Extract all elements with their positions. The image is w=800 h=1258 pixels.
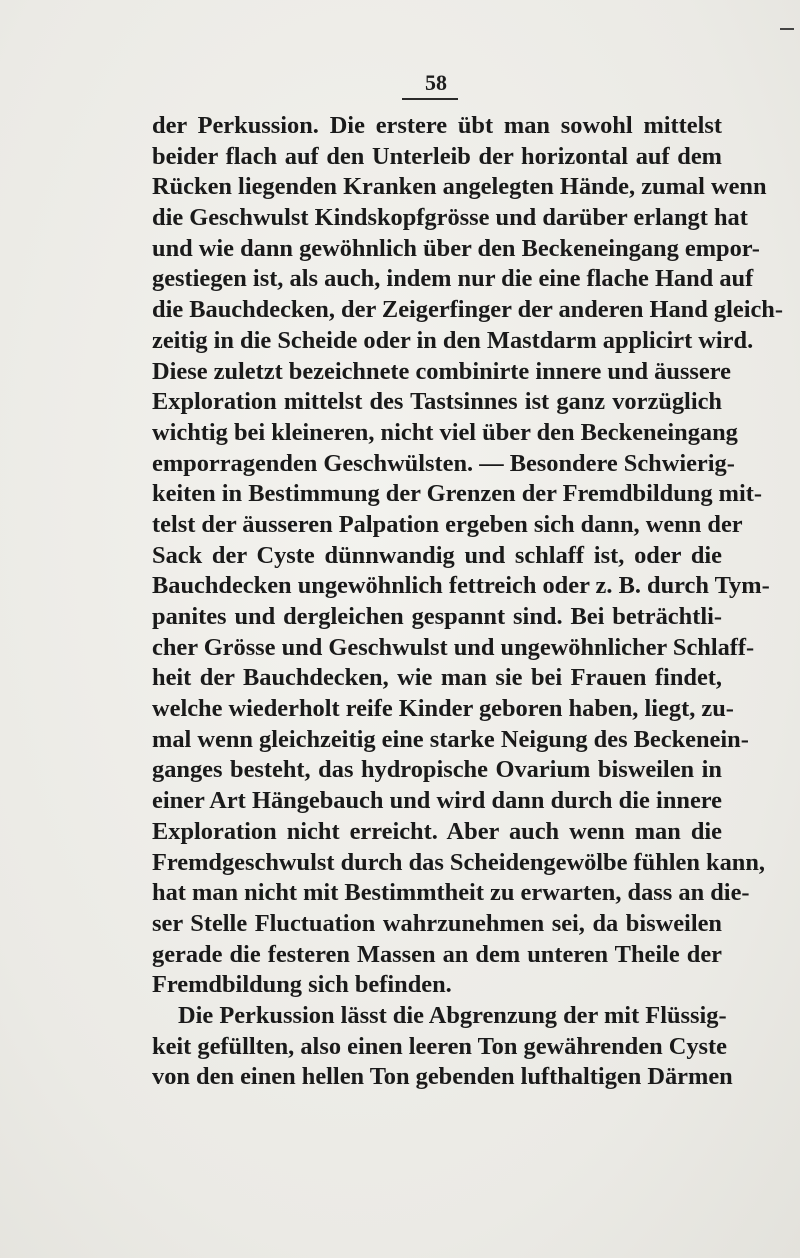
text-line-paragraph-end: Fremdbildung sich befinden. xyxy=(152,971,452,999)
text-line: Diese zuletzt bezeichnete combinirte innere und äussere xyxy=(152,357,731,385)
text-line: und wie dann gewöhnlich über den Beckeneingang empor- xyxy=(152,234,760,262)
text-line: wichtig bei kleineren, nicht viel über den Beckeneingang xyxy=(152,418,738,446)
text-line: keiten in Bestimmung der Grenzen der Fremdbildung mit- xyxy=(152,480,763,508)
text-line: telst der äusseren Palpation ergeben sich dann, wenn der xyxy=(152,510,743,538)
text-line: Exploration mittelst des Tastsinnes ist ganz vorzüglich xyxy=(152,388,722,416)
text-line: emporragenden Geschwülsten. — Besondere Schwierig- xyxy=(152,449,735,477)
text-line-paragraph-start: Die Perkussion lässt die Abgrenzung der mit Flüssig- xyxy=(178,1001,727,1029)
text-line: die Geschwulst Kindskopfgrösse und darüber erlangt hat xyxy=(152,204,748,232)
text-line: Exploration nicht erreicht. Aber auch wenn man die xyxy=(152,817,722,845)
text-line: heit der Bauchdecken, wie man sie bei Frauen findet, xyxy=(152,664,722,692)
text-line: Sack der Cyste dünnwandig und schlaff ist, oder die xyxy=(152,541,722,569)
text-line: der Perkussion. Die erstere übt man sowohl mittelst xyxy=(152,112,722,139)
body-text xyxy=(152,111,783,1093)
text-line: keit gefüllten, also einen leeren Ton gewährenden Cyste xyxy=(152,1032,727,1060)
text-line: welche wiederholt reife Kinder geboren haben, liegt, zu- xyxy=(152,695,734,723)
text-line: gestiegen ist, als auch, indem nur die eine flache Hand auf xyxy=(152,265,754,293)
text-line: ganges besteht, das hydropische Ovarium bisweilen in xyxy=(152,756,722,784)
text-line: Rücken liegenden Kranken angelegten Hände, zumal wenn xyxy=(152,173,767,201)
text-line: Fremdgeschwulst durch das Scheidengewölbe fühlen kann, xyxy=(152,848,766,876)
page-number: 58 xyxy=(425,70,447,95)
text-line: einer Art Hängebauch und wird dann durch die innere xyxy=(152,787,722,815)
scan-edge-mark xyxy=(780,28,794,30)
text-line: ser Stelle Fluctuation wahrzunehmen sei, da bisweilen xyxy=(152,909,722,937)
page-number-rule xyxy=(402,98,458,100)
text-line: cher Grösse und Geschwulst und ungewöhnlicher Schlaff- xyxy=(152,633,755,661)
text-line: die Bauchdecken, der Zeigerfinger der anderen Hand gleich- xyxy=(152,296,783,324)
text-line: mal wenn gleichzeitig eine starke Neigung des Beckenein- xyxy=(152,725,749,753)
text-line: Bauchdecken ungewöhnlich fettreich oder z. B. durch Tym- xyxy=(152,572,770,600)
text-line: von den einen hellen Ton gebenden lufthaltigen Därmen xyxy=(152,1063,733,1091)
text-line: zeitig in die Scheide oder in den Mastdarm applicirt wird. xyxy=(152,326,754,354)
text-line: beider flach auf den Unterleib der horizontal auf dem xyxy=(152,142,722,170)
text-line: panites und dergleichen gespannt sind. Bei beträchtli- xyxy=(152,603,722,630)
text-line: hat man nicht mit Bestimmtheit zu erwarten, dass an die- xyxy=(152,879,750,907)
text-line: gerade die festeren Massen an dem unteren Theile der xyxy=(152,940,722,968)
